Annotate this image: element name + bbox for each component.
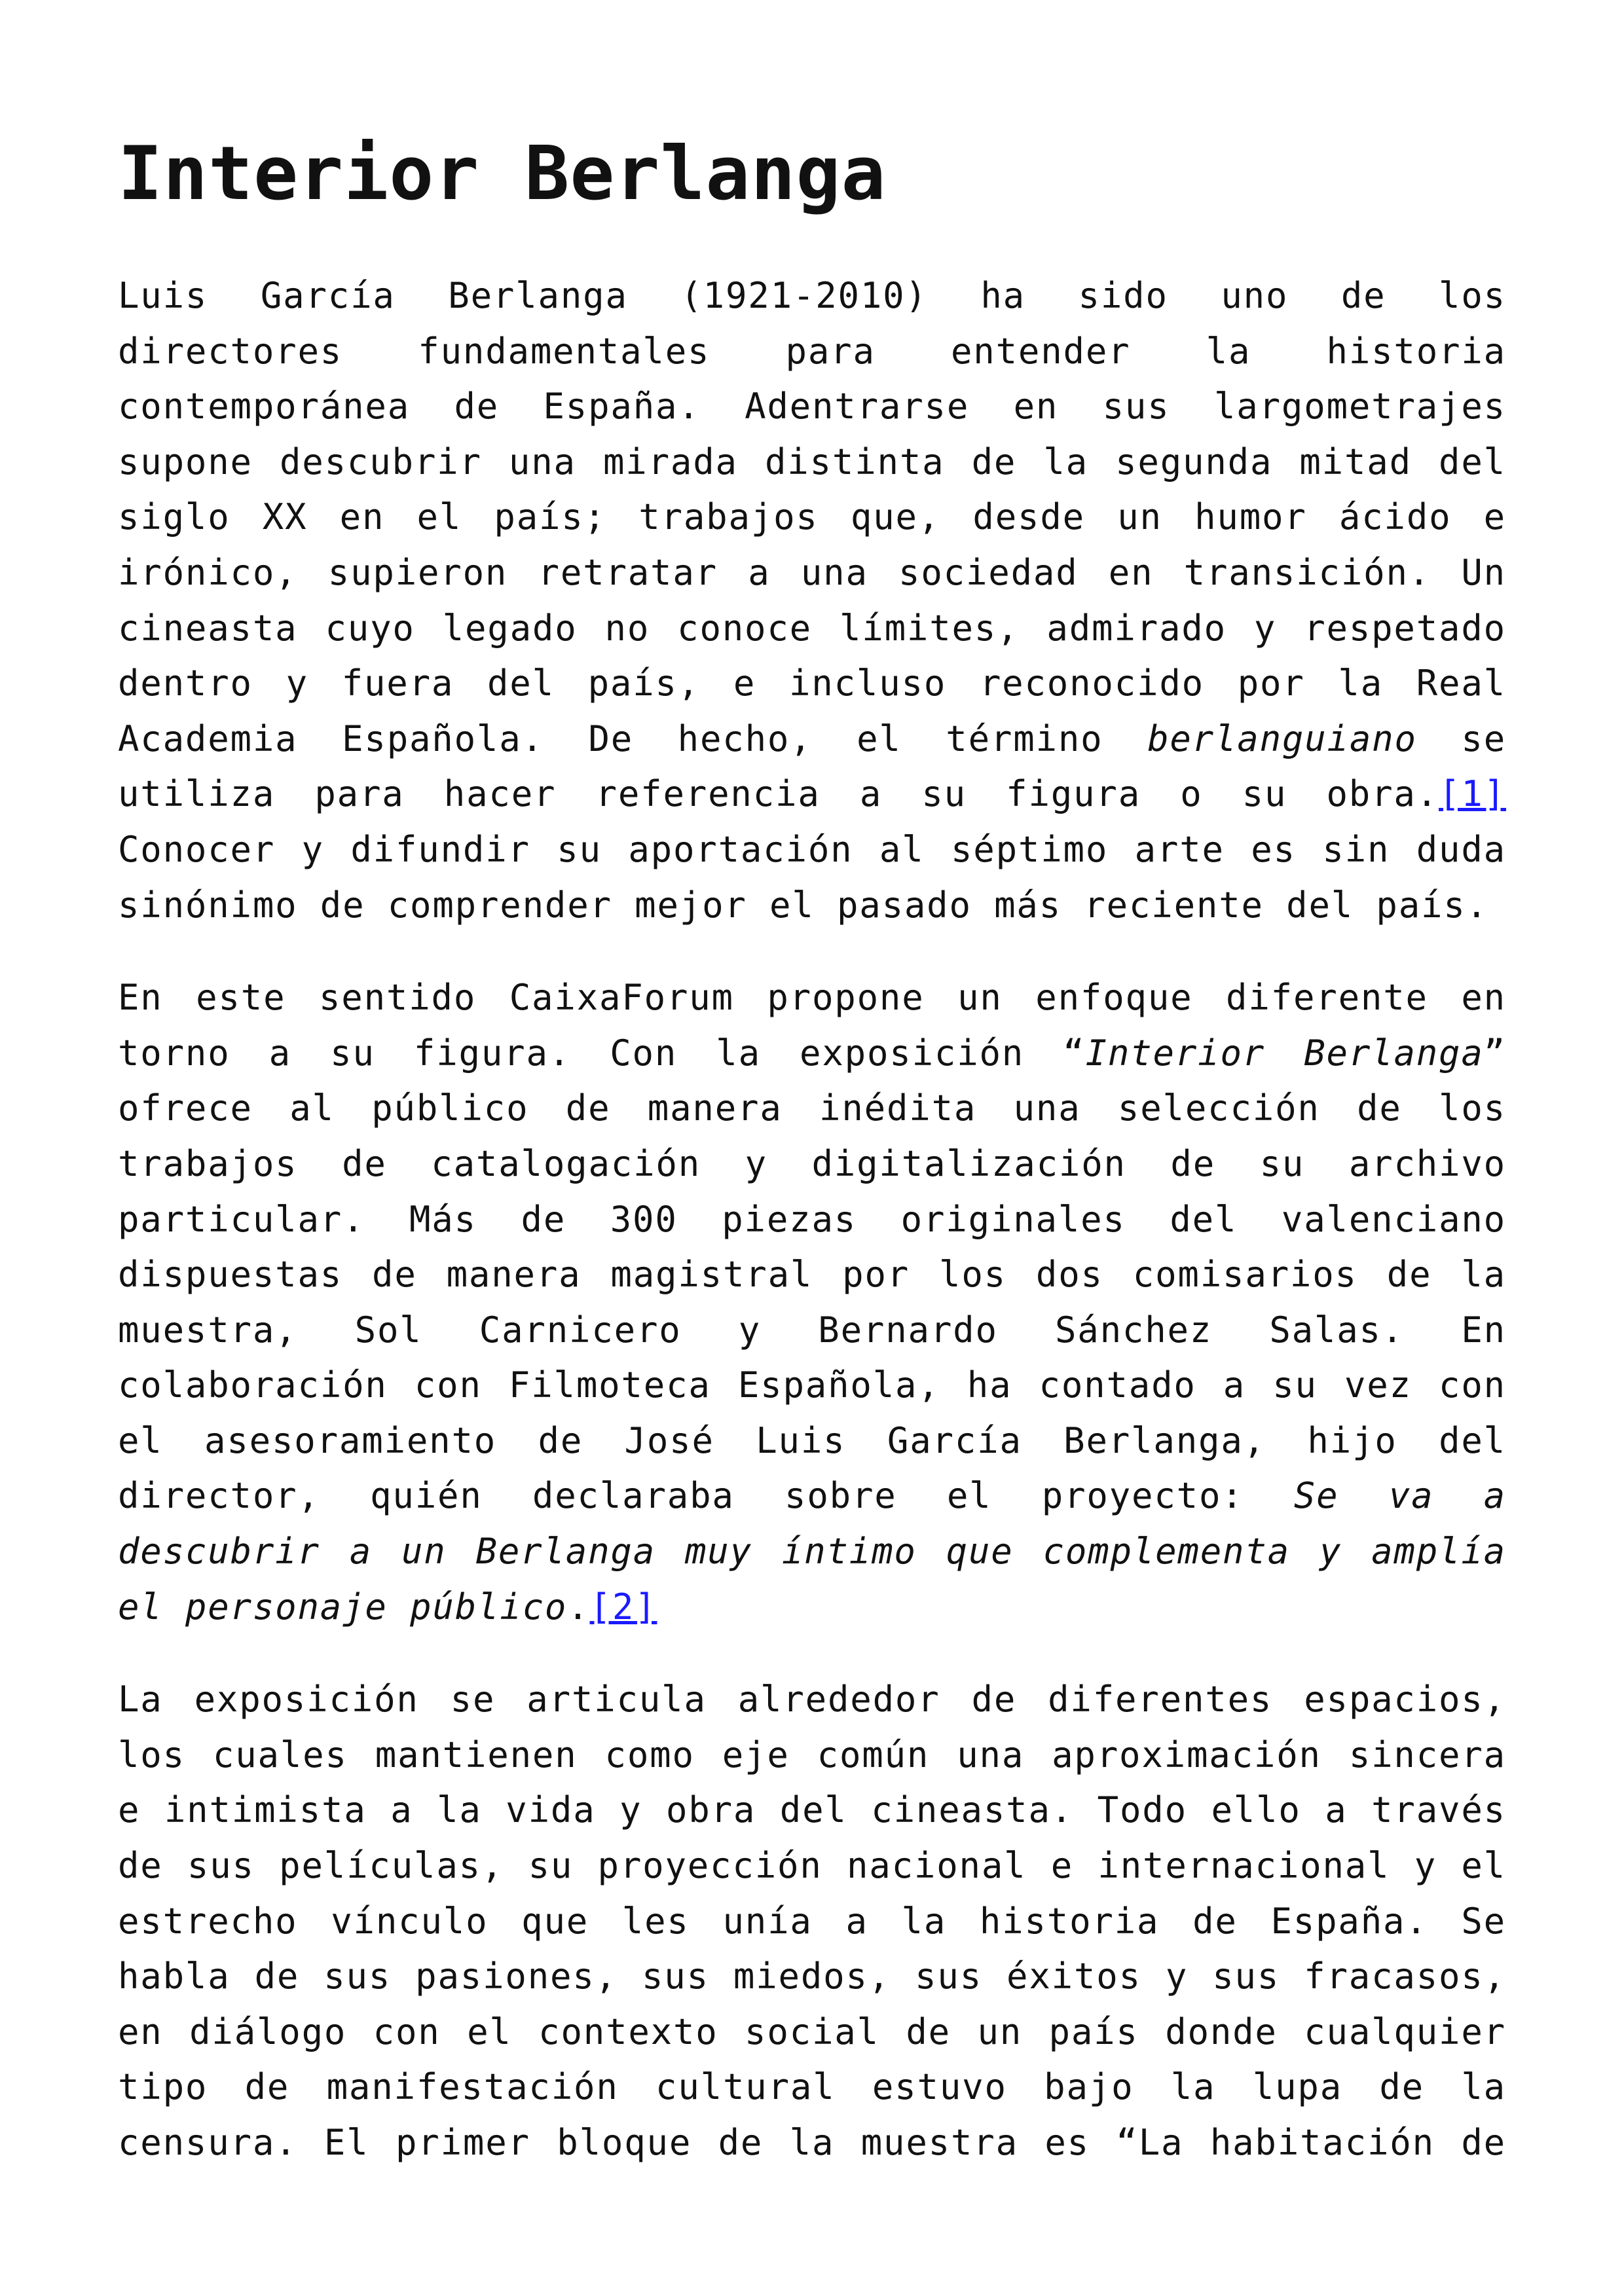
paragraph-3	[118, 1672, 1506, 2170]
paragraph-2	[118, 970, 1506, 1635]
paragraph-1	[118, 268, 1506, 933]
footnote-link-1[interactable]: [1]	[1439, 773, 1506, 815]
italic-exhibition-title: Interior Berlanga	[1085, 1032, 1484, 1074]
paragraph-text: En este sentido CaixaForum propone un enfoque diferente en torno a su figura. Con la exposición “	[118, 977, 1506, 1074]
italic-quote: Se va a descubrir a un Berlanga muy íntimo que complementa y amplía el personaje público	[118, 1475, 1506, 1628]
paragraph-text: .	[567, 1586, 590, 1628]
footnote-link-2[interactable]: [2]	[589, 1586, 657, 1628]
paragraph-text: Luis García Berlanga (1921-2010) ha sido uno de los directores fundamentales para entender la historia contemporánea de España. Adentrarse en sus largometrajes supone descubrir una mirada distinta de la segunda mitad del siglo XX en el país; trabajos que, desde un humor ácido e irónico, supieron retratar a una sociedad en transición. Un cineasta cuyo legado no conoce límites, admirado y respetado dentro y fuera del país, e incluso reconocido por la Real Academia Española. De hecho, el término	[118, 275, 1506, 759]
paragraph-text: ” ofrece al público de manera inédita una selección de los trabajos de catalogación y digitalización de su archivo particular. Más de 300 piezas originales del valenciano dispuestas de manera magistral por los dos comisarios de la muestra, Sol Carnicero y Bernardo Sánchez Salas. En colaboración con Filmoteca Española, ha contado a su vez con el asesoramiento de José Luis García Berlanga, hijo del director, quién declaraba sobre el proyecto:	[118, 1032, 1506, 1517]
article	[118, 124, 1506, 2208]
page-title: Interior Berlanga	[118, 130, 887, 217]
paragraph-text: Conocer y difundir su aportación al séptimo arte es sin duda sinónimo de comprender mejor el pasado más reciente del país.	[118, 828, 1506, 926]
italic-term: berlanguiano	[1147, 718, 1417, 759]
paragraph-text: La exposición se articula alrededor de diferentes espacios, los cuales mantienen como eje común una aproximación sincera e intimista a la vida y obra del cineasta. Todo ello a través de sus películas, su proyección nacional e internacional y el estrecho vínculo que les unía a la historia de España. Se habla de sus pasiones, sus miedos, sus éxitos y sus fracasos, en diálogo con el contexto social de un país donde cualquier tipo de manifestación cultural estuvo bajo la lupa de la censura. El primer bloque de la muestra es “La habitación de	[118, 1679, 1506, 2163]
paragraph-text: se utiliza para hacer referencia a su figura o su obra.	[118, 718, 1506, 815]
